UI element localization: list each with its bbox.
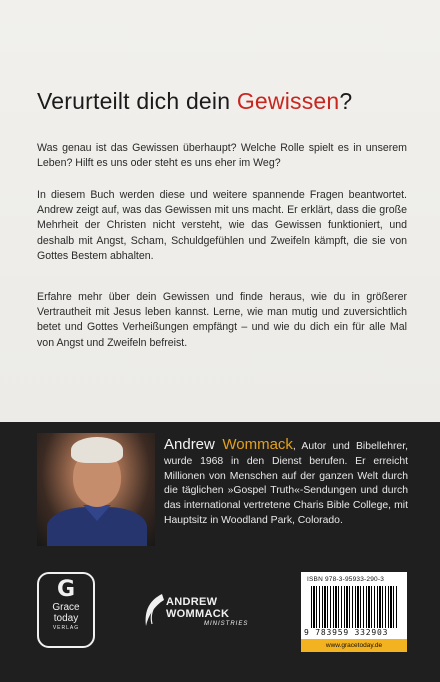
headline-text: Verurteilt dich dein bbox=[37, 88, 237, 114]
ministries-logo-line1: ANDREW bbox=[166, 596, 218, 608]
andrew-wommack-ministries-logo bbox=[140, 592, 270, 632]
ministries-logo-line2: WOMMACK bbox=[166, 608, 230, 620]
grace-g-icon: G bbox=[56, 577, 76, 602]
swoosh-icon bbox=[140, 592, 166, 630]
barcode-bars bbox=[311, 586, 399, 628]
grace-logo-line3: VERLAG bbox=[52, 625, 80, 631]
isbn-label: ISBN 978-3-95933-290-3 bbox=[307, 576, 385, 583]
headline bbox=[37, 88, 417, 115]
barcode-digits: 9 783959 332903 bbox=[304, 628, 389, 637]
author-last-name: Wommack bbox=[222, 436, 293, 453]
isbn-barcode bbox=[301, 572, 407, 652]
grace-logo-line1: Grace bbox=[52, 602, 80, 613]
grace-logo-line2: today bbox=[53, 613, 79, 624]
author-panel bbox=[0, 422, 440, 682]
author-bio-text: , Autor und Bibellehrer, wurde 1968 in den Dienst berufen. Er erreicht Millionen von Menschen auf der ganzen Welt durch die täglichen »Gospel Truth«-Sendungen und durch das international vertretene Charis Bible College, mit Hauptsitz in Woodland Park, Colorado. bbox=[164, 441, 408, 526]
grace-today-logo bbox=[37, 572, 95, 648]
ministries-logo-line3: MINISTRIES bbox=[204, 621, 249, 627]
paragraph-invitation: Erfahre mehr über dein Gewissen und finde heraus, wie du in größerer Vertrautheit mit Jesus leben kannst. Lerne, wie man mutig und zuversichtlich betet und Gottes Verheißungen empfängt – und wie du dich ein für alle Mal von Angst und Zweifeln befreist. bbox=[37, 291, 407, 349]
headline-accent-word: Gewissen bbox=[236, 88, 340, 114]
paragraph-intro: Was genau ist das Gewissen überhaupt? Welche Rolle spielt es in unserem Leben? Hilft es uns oder steht es uns eher im Weg? bbox=[37, 142, 407, 170]
headline-question-mark: ? bbox=[339, 88, 353, 114]
author-bio bbox=[164, 438, 408, 529]
publisher-url: www.gracetoday.de bbox=[301, 639, 407, 652]
paragraph-summary: In diesem Buch werden diese und weitere spannende Fragen beantwortet. Andrew zeigt auf, was das Gewissen mit uns macht. Er erklärt, dass die große Mehrheit der Christen nicht versteht, wie das Gewissen funktioniert, und deshalb mit Angst, Scham, Schuldgefühlen und Zweifeln kämpft, die sie von Gottes Bestem abhalten. bbox=[37, 189, 407, 262]
author-photo bbox=[37, 433, 155, 546]
author-first-name: Andrew bbox=[164, 436, 223, 453]
